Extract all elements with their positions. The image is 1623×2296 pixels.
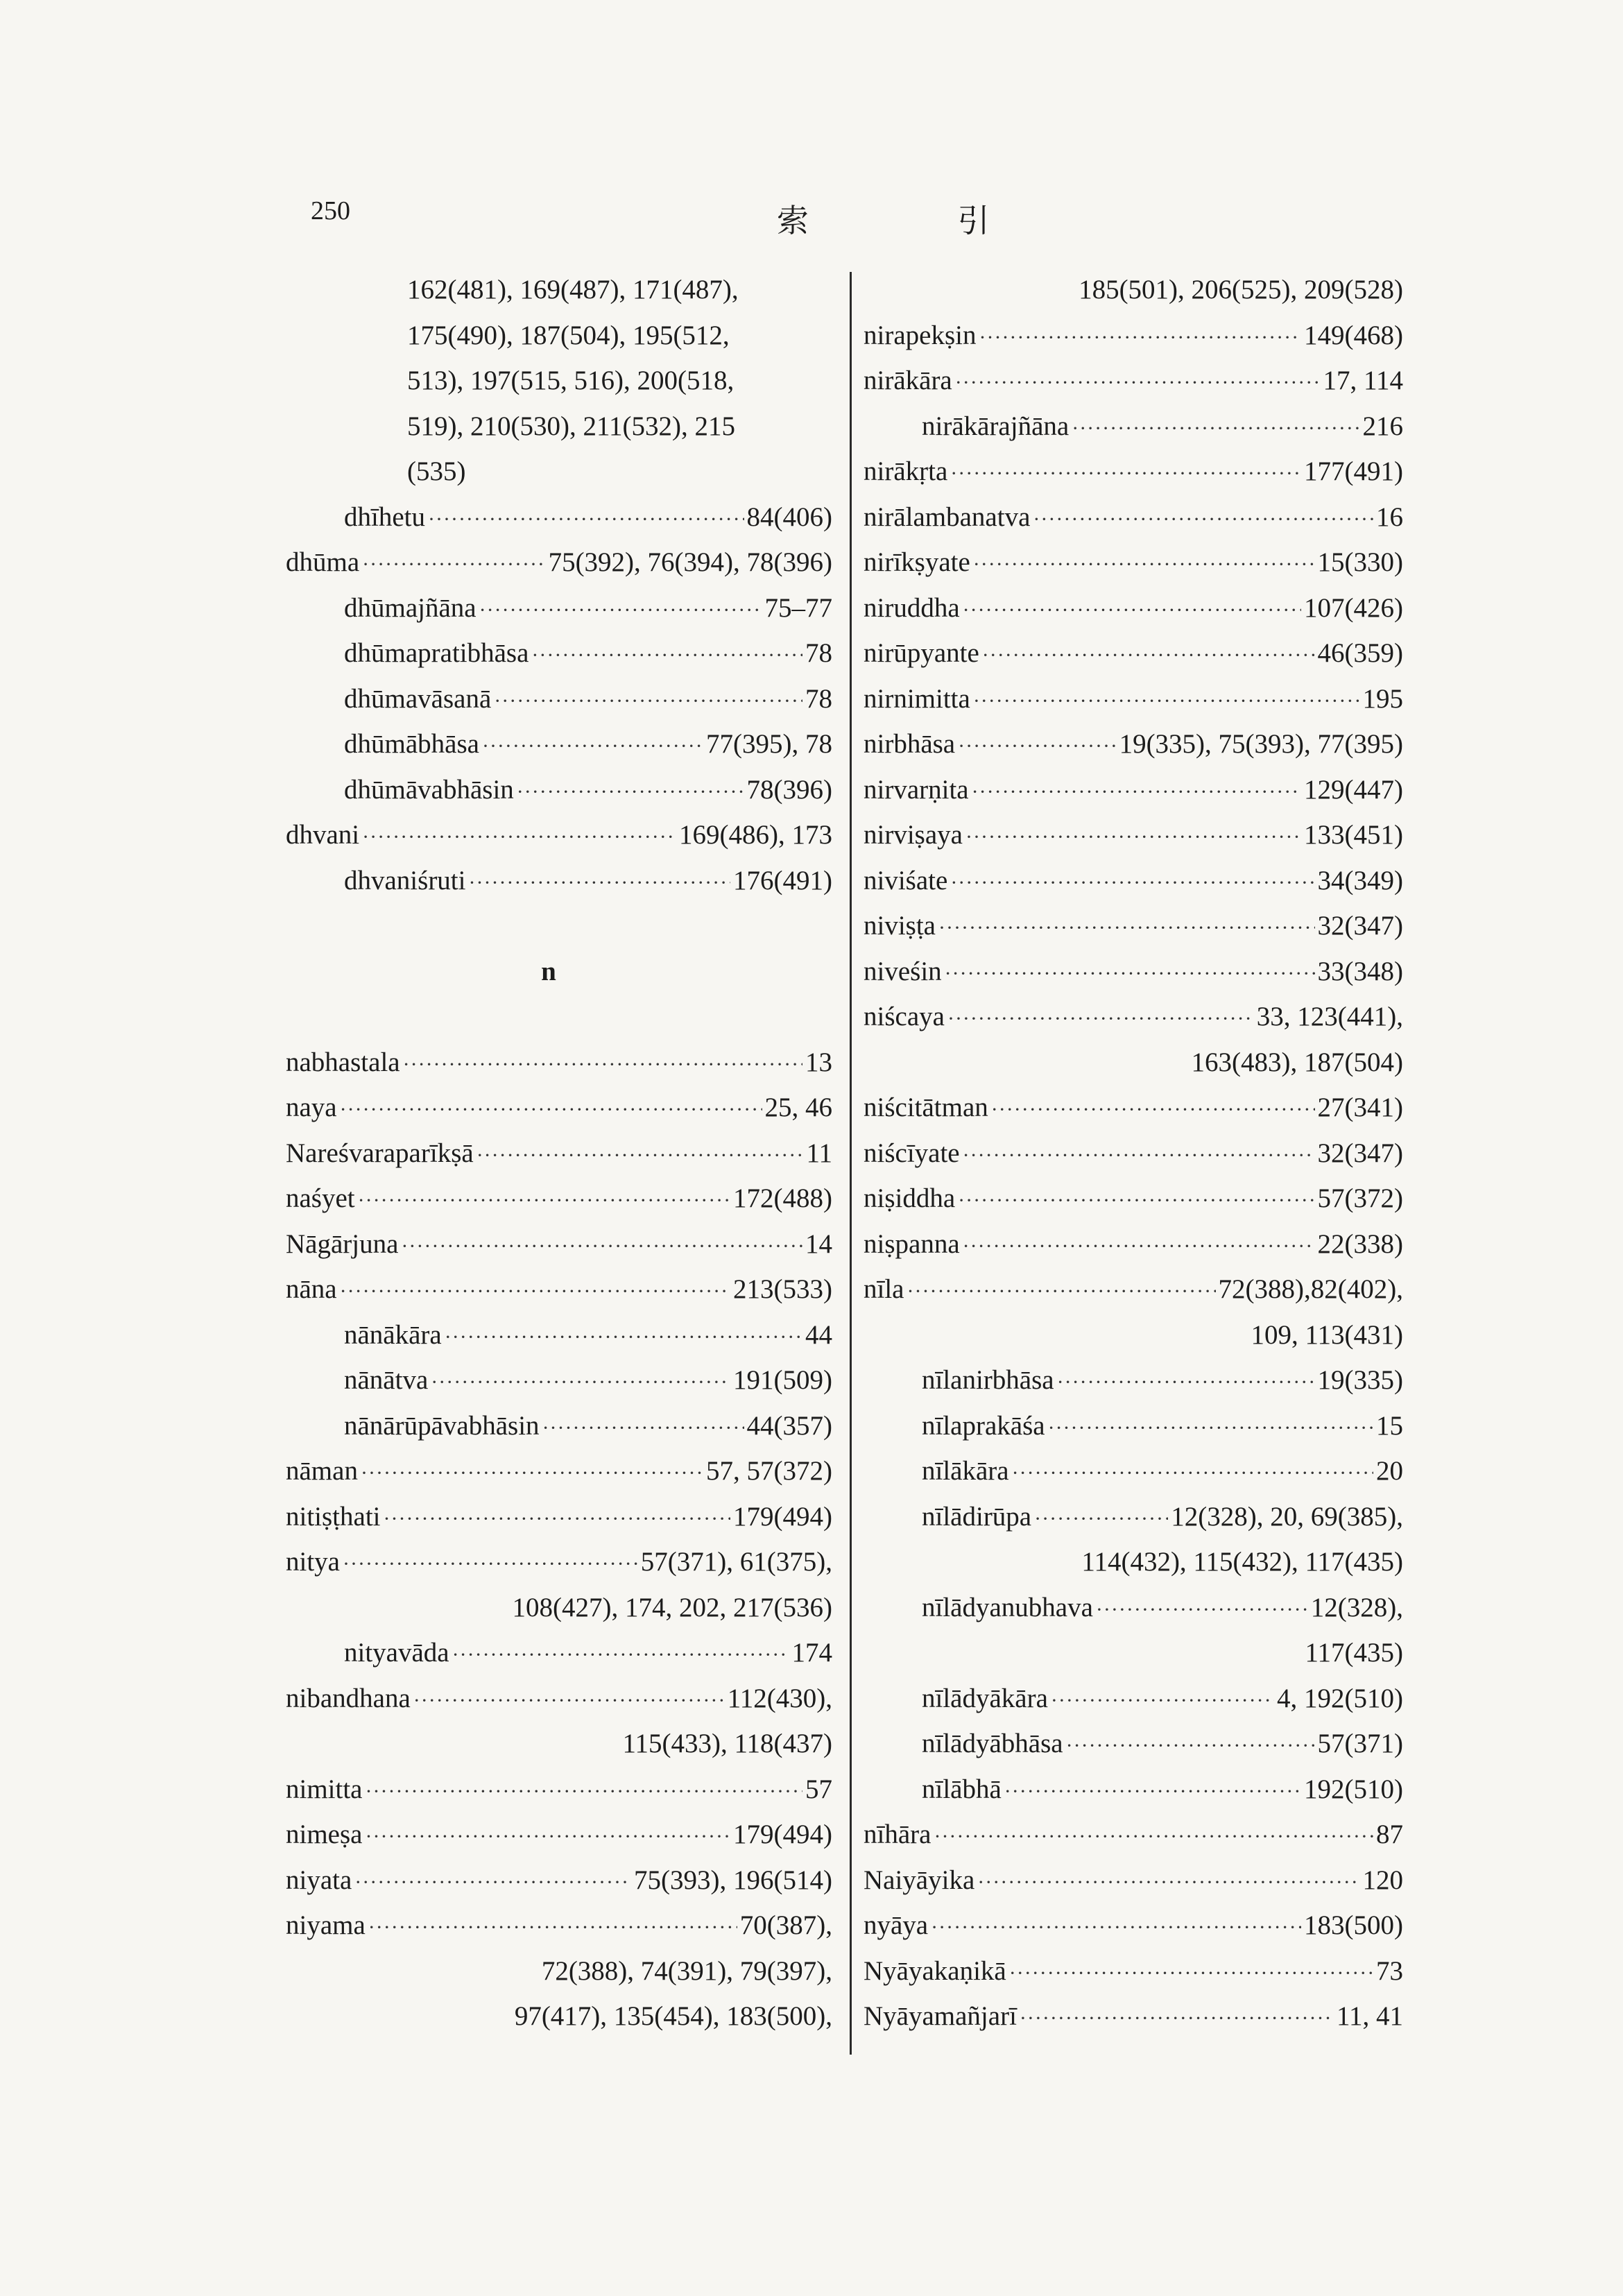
leader-dots	[542, 1405, 744, 1451]
index-term: niviṣṭa	[864, 911, 936, 941]
index-term: nāna	[286, 1274, 337, 1304]
page-references: 44(357)	[746, 1410, 832, 1441]
index-entry	[286, 1222, 832, 1267]
leader-dots	[531, 633, 802, 678]
index-entry	[864, 358, 1403, 404]
index-term: nirnimitta	[864, 683, 970, 714]
index-term: nimeṣa	[286, 1819, 363, 1849]
index-term: nīlābhā	[922, 1774, 1002, 1804]
leader-dots	[1012, 1450, 1373, 1496]
page-references-continued: 114(432), 115(432), 117(435)	[1081, 1547, 1403, 1577]
index-entry	[286, 1539, 832, 1585]
index-subentry	[286, 1357, 832, 1403]
page-references: 174	[791, 1638, 832, 1668]
page-references: 195	[1362, 683, 1403, 714]
page-references-continued: 163(483), 187(504)	[1191, 1047, 1403, 1077]
index-term: Nareśvaraparīkṣā	[286, 1138, 474, 1168]
index-term: nirālambanatva	[864, 502, 1031, 532]
leader-dots	[494, 678, 802, 724]
leader-dots	[934, 1814, 1373, 1860]
leader-dots	[945, 951, 1315, 997]
leader-dots	[343, 1541, 638, 1587]
index-subentry	[864, 1721, 1403, 1767]
index-entry	[864, 858, 1403, 904]
index-term: niṣiddha	[864, 1183, 956, 1213]
index-entry	[286, 1858, 832, 1903]
page-references: 33, 123(441),	[1256, 1002, 1403, 1031]
page-references: 4, 192(510)	[1277, 1683, 1403, 1713]
index-term: dhūma	[286, 547, 360, 577]
index-term: nirvarṇita	[864, 774, 969, 805]
index-entry	[864, 449, 1403, 495]
index-entry	[286, 1676, 832, 1722]
page-references: 84(406)	[746, 502, 832, 532]
index-term: naśyet	[286, 1183, 355, 1213]
page-references: 57	[805, 1774, 832, 1804]
page-references: 19(335)	[1317, 1365, 1403, 1395]
index-subentry	[286, 1630, 832, 1676]
index-term: nīlaprakāśa	[922, 1410, 1045, 1441]
page-references-continued: 162(481), 169(487), 171(487),	[407, 275, 739, 305]
page-references: 17, 114	[1323, 366, 1403, 395]
leader-dots	[979, 315, 1301, 361]
index-term: nyāya	[864, 1910, 929, 1940]
page-references-continued: 108(427), 174, 202, 217(536)	[512, 1592, 832, 1622]
index-entry	[864, 1222, 1403, 1267]
index-entry	[864, 1812, 1403, 1858]
page-references: 34(349)	[1317, 865, 1403, 896]
index-term: nitya	[286, 1547, 340, 1577]
index-entry	[864, 1858, 1403, 1903]
leader-dots	[973, 678, 1360, 724]
page-references: 73	[1376, 1955, 1403, 1986]
leader-dots	[468, 860, 730, 906]
index-term: dhīhetu	[344, 502, 425, 532]
leader-dots	[431, 1360, 730, 1405]
leader-dots	[958, 723, 1116, 769]
page-references: 216	[1362, 411, 1403, 441]
page-references: 15(330)	[1317, 547, 1403, 577]
index-term: Naiyāyika	[864, 1865, 975, 1895]
page-references: 57(372)	[1317, 1183, 1403, 1213]
leader-dots	[428, 497, 744, 542]
leader-dots	[1009, 1951, 1373, 1996]
index-entry	[286, 1176, 832, 1222]
index-term: nirbhāsa	[864, 729, 956, 759]
index-term: nīla	[864, 1274, 904, 1304]
index-subentry	[864, 1448, 1403, 1494]
page-references-continued: 175(490), 187(504), 195(512,	[407, 320, 730, 350]
index-term: nityavāda	[344, 1638, 449, 1668]
page-references: 129(447)	[1304, 774, 1403, 805]
page-references: 11	[806, 1138, 832, 1168]
index-entry	[864, 903, 1403, 949]
index-term: nānākāra	[344, 1319, 442, 1350]
page-references: 27(341)	[1317, 1093, 1403, 1122]
index-term: nirīkṣyate	[864, 547, 970, 577]
index-entry	[286, 1812, 832, 1858]
index-entry	[286, 812, 832, 858]
leader-dots	[972, 769, 1301, 815]
leader-dots	[1057, 1360, 1315, 1405]
page-references: 133(451)	[1304, 820, 1403, 850]
leader-dots	[445, 1314, 802, 1360]
index-column-right	[864, 267, 1403, 2039]
index-term: niyata	[286, 1865, 352, 1895]
index-entry	[864, 540, 1403, 585]
index-subentry	[864, 404, 1403, 449]
page-references: 11, 41	[1336, 2001, 1403, 2031]
page-references: 12(328), 20, 69(385),	[1171, 1501, 1403, 1532]
index-term: nitiṣṭhati	[286, 1501, 381, 1532]
index-entry	[864, 1085, 1403, 1131]
leader-dots	[401, 1224, 802, 1269]
index-subentry	[864, 1357, 1403, 1403]
page-references-continued: 109, 113(431)	[1251, 1319, 1403, 1350]
leader-dots	[365, 1814, 730, 1860]
page-references: 72(388),82(402),	[1218, 1274, 1403, 1304]
index-term: dhūmapratibhāsa	[344, 638, 529, 668]
page-references: 75(393), 196(514)	[634, 1865, 832, 1895]
index-entry	[864, 1903, 1403, 1948]
index-term: niṣpanna	[864, 1228, 960, 1259]
index-term: Nyāyamañjarī	[864, 2001, 1017, 2031]
index-entry	[286, 1085, 832, 1131]
index-subentry	[864, 1494, 1403, 1540]
page-references-continued: 185(501), 206(525), 209(528)	[1079, 275, 1403, 305]
index-term: nibandhana	[286, 1683, 411, 1713]
page-references: 179(494)	[733, 1501, 832, 1532]
index-entry	[864, 1131, 1403, 1176]
index-term: niviśate	[864, 865, 948, 896]
page-references: 20	[1376, 1456, 1403, 1486]
leader-dots	[517, 769, 744, 815]
page-references: 78	[805, 683, 832, 714]
leader-dots	[931, 1905, 1301, 1951]
index-term: nirākāra	[864, 366, 952, 395]
leader-dots	[358, 1178, 730, 1224]
index-term: dhūmajñāna	[344, 592, 476, 623]
page-references: 191(509)	[733, 1365, 832, 1395]
index-term: niścitātman	[864, 1093, 988, 1122]
index-term: niścaya	[864, 1002, 945, 1031]
leader-dots	[1096, 1587, 1308, 1633]
page-references: 57, 57(372)	[706, 1456, 832, 1486]
index-entry	[864, 1948, 1403, 1994]
leader-dots	[361, 1450, 703, 1496]
index-term: nimitta	[286, 1774, 363, 1804]
page-references: 112(430),	[727, 1683, 832, 1713]
page-references: 33(348)	[1317, 956, 1403, 986]
index-subentry	[286, 767, 832, 813]
index-term: niveśin	[864, 956, 942, 986]
leader-dots	[965, 814, 1301, 860]
index-subentry	[286, 631, 832, 676]
page-references: 172(488)	[733, 1183, 832, 1213]
leader-dots	[958, 1178, 1314, 1224]
leader-dots	[1034, 1496, 1168, 1542]
index-entry	[864, 1994, 1403, 2039]
index-entry	[286, 1494, 832, 1540]
leader-dots	[963, 1133, 1315, 1179]
leader-dots	[1004, 1769, 1301, 1815]
index-entry	[864, 994, 1403, 1040]
page-references: 15	[1376, 1410, 1403, 1441]
leader-dots	[950, 860, 1314, 906]
index-term: nāman	[286, 1456, 358, 1486]
leader-dots	[991, 1087, 1315, 1133]
page-references: 75–77	[764, 592, 832, 623]
index-term: Nāgārjuna	[286, 1228, 399, 1259]
leader-dots	[368, 1905, 737, 1951]
leader-dots	[482, 723, 703, 769]
leader-dots	[963, 1224, 1315, 1269]
page-references: 57(371)	[1317, 1729, 1403, 1758]
leader-dots	[1051, 1678, 1274, 1724]
index-entry	[286, 1903, 832, 1948]
index-term: nīhāra	[864, 1819, 931, 1849]
index-term: dhvani	[286, 820, 360, 850]
spacer	[286, 903, 832, 949]
index-term: dhūmavāsanā	[344, 683, 492, 714]
page-references: 169(486), 173	[679, 820, 832, 850]
page-references-continued: 115(433), 118(437)	[622, 1729, 832, 1758]
index-column-left	[286, 267, 832, 2039]
index-entry	[286, 1767, 832, 1813]
page-number: 250	[311, 196, 350, 225]
index-term: nīlādyābhāsa	[922, 1729, 1063, 1758]
page-references-continued: 519), 210(530), 211(532), 215	[407, 411, 735, 441]
index-entry	[864, 812, 1403, 858]
index-term: nirūpyante	[864, 638, 979, 668]
index-entry	[286, 1448, 832, 1494]
leader-dots	[340, 1269, 730, 1314]
index-term: dhvaniśruti	[344, 865, 466, 896]
page-references: 44	[805, 1319, 832, 1350]
index-entry	[286, 1040, 832, 1086]
page-references: 16	[1376, 502, 1403, 532]
index-entry	[864, 676, 1403, 722]
page-references: 213(533)	[733, 1274, 832, 1304]
leader-dots	[955, 360, 1321, 406]
page-references: 22(338)	[1317, 1228, 1403, 1259]
index-term: nīlādirūpa	[922, 1501, 1032, 1532]
leader-dots	[973, 542, 1315, 588]
leader-dots	[476, 1133, 804, 1179]
page-references: 12(328),	[1310, 1592, 1403, 1622]
leader-dots	[1033, 497, 1373, 542]
page-references: 13	[805, 1047, 832, 1077]
page-references: 14	[805, 1228, 832, 1259]
index-term: niruddha	[864, 592, 960, 623]
page-references-continued: 117(435)	[1305, 1638, 1403, 1668]
page-references: 70(387),	[739, 1910, 832, 1940]
index-subentry	[864, 1585, 1403, 1631]
page-references: 57(371), 61(375),	[640, 1547, 832, 1577]
section-letter: n	[541, 956, 556, 986]
index-term: nīlākāra	[922, 1456, 1009, 1486]
leader-dots	[479, 588, 762, 633]
page-title: 索 引	[777, 202, 1059, 239]
index-term: dhūmābhāsa	[344, 729, 479, 759]
page-references: 107(426)	[1304, 592, 1403, 623]
index-term: nīlādyākāra	[922, 1683, 1048, 1713]
index-entry	[864, 721, 1403, 767]
index-subentry	[864, 1403, 1403, 1449]
page-references: 177(491)	[1304, 456, 1403, 486]
index-entry	[864, 585, 1403, 631]
page-references: 78	[805, 638, 832, 668]
spacer	[286, 994, 832, 1040]
index-entry	[864, 495, 1403, 540]
leader-dots	[354, 1860, 631, 1905]
leader-dots	[1048, 1405, 1373, 1451]
index-subentry	[286, 1312, 832, 1358]
index-term: nirviṣaya	[864, 820, 963, 850]
index-entry	[286, 1131, 832, 1176]
leader-dots	[947, 996, 1254, 1042]
page-references: 77(395), 78	[706, 729, 832, 759]
page-references: 179(494)	[733, 1819, 832, 1849]
leader-dots	[452, 1632, 789, 1678]
page-references: 120	[1362, 1865, 1403, 1895]
index-entry	[286, 1267, 832, 1312]
page-references: 183(500)	[1304, 1910, 1403, 1940]
index-term: nirākārajñāna	[922, 411, 1070, 441]
index-subentry	[864, 1767, 1403, 1813]
index-term: nirākṛta	[864, 456, 948, 486]
index-term: niyama	[286, 1910, 366, 1940]
leader-dots	[366, 1769, 803, 1815]
page-references: 25, 46	[764, 1093, 832, 1122]
page-references: 32(347)	[1317, 911, 1403, 941]
leader-dots	[413, 1678, 725, 1724]
leader-dots	[1020, 1996, 1334, 2041]
leader-dots	[907, 1269, 1215, 1314]
index-subentry	[286, 676, 832, 722]
index-entry	[864, 631, 1403, 676]
page-references: 46(359)	[1317, 638, 1403, 668]
page-references: 87	[1376, 1819, 1403, 1849]
index-entry	[864, 1176, 1403, 1222]
page-references: 75(392), 76(394), 78(396)	[548, 547, 832, 577]
leader-dots	[982, 633, 1315, 678]
column-divider	[850, 272, 852, 2055]
leader-dots	[362, 814, 676, 860]
index-subentry	[286, 585, 832, 631]
leader-dots	[977, 1860, 1359, 1905]
leader-dots	[950, 451, 1301, 497]
index-entry	[864, 1267, 1403, 1312]
page-references-continued: 72(388), 74(391), 79(397),	[541, 1955, 832, 1986]
leader-dots	[384, 1496, 731, 1542]
page-references: 19(335), 75(393), 77(395)	[1119, 729, 1403, 759]
index-term: niścīyate	[864, 1138, 960, 1168]
page-references: 32(347)	[1317, 1138, 1403, 1168]
index-entry	[864, 313, 1403, 359]
index-subentry	[286, 721, 832, 767]
index-term: nānārūpāvabhāsin	[344, 1410, 540, 1441]
page-references: 192(510)	[1304, 1774, 1403, 1804]
leader-dots	[362, 542, 545, 588]
page-references: 149(468)	[1304, 320, 1403, 350]
index-term: naya	[286, 1093, 337, 1122]
leader-dots	[938, 905, 1315, 951]
index-term: nabhastala	[286, 1047, 400, 1077]
leader-dots	[340, 1087, 762, 1133]
page-references: 176(491)	[733, 865, 832, 896]
index-subentry	[286, 495, 832, 540]
index-term: nīlādyanubhava	[922, 1592, 1093, 1622]
index-term: Nyāyakaṇikā	[864, 1955, 1006, 1986]
index-term: nānātva	[344, 1365, 429, 1395]
index-term: nirapekṣin	[864, 320, 977, 350]
page-references: 78(396)	[746, 774, 832, 805]
leader-dots	[403, 1042, 802, 1088]
index-subentry	[286, 1403, 832, 1449]
page-references-continued: (535)	[407, 456, 466, 486]
index-term: nīlanirbhāsa	[922, 1365, 1054, 1395]
index-subentry	[286, 858, 832, 904]
page-references-continued: 97(417), 135(454), 183(500),	[514, 2001, 832, 2031]
index-entry	[864, 767, 1403, 813]
leader-dots	[1072, 406, 1359, 452]
leader-dots	[963, 588, 1301, 633]
page-references-continued: 513), 197(515, 516), 200(518,	[407, 366, 735, 395]
index-term: dhūmāvabhāsin	[344, 774, 514, 805]
index-entry	[864, 949, 1403, 995]
leader-dots	[1066, 1723, 1315, 1769]
index-entry	[286, 540, 832, 585]
index-subentry	[864, 1676, 1403, 1722]
